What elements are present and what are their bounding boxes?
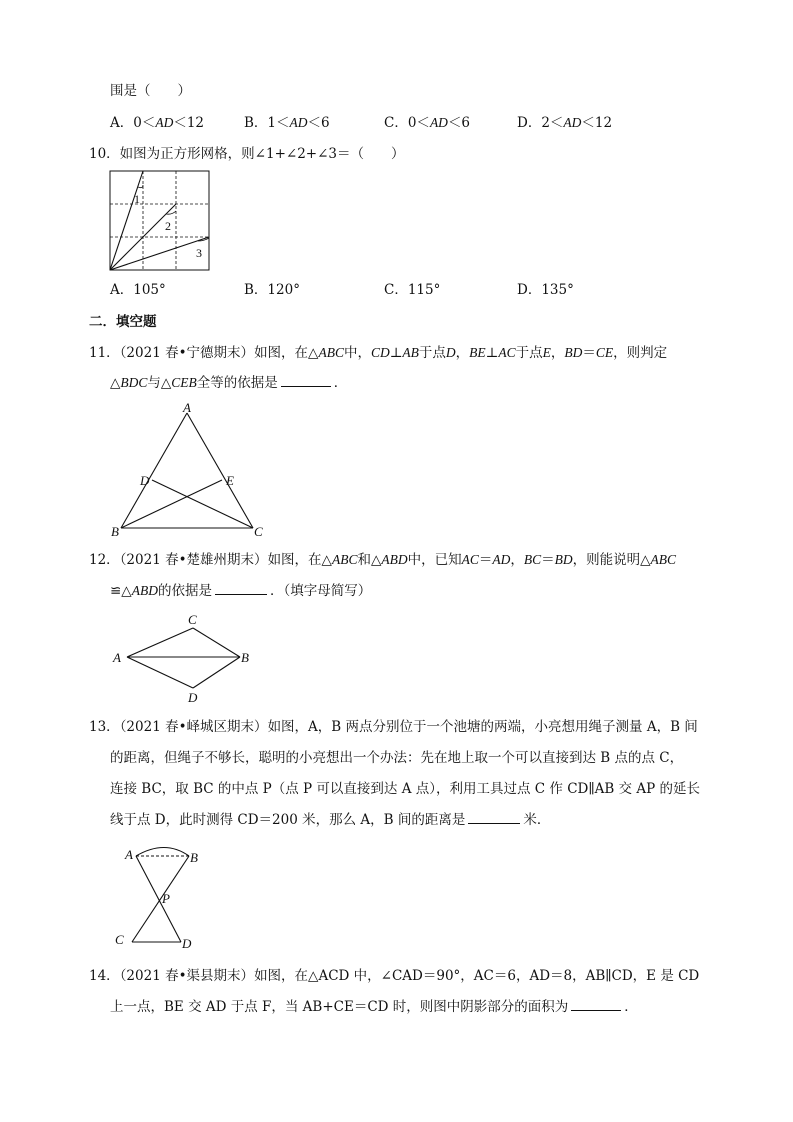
q11-label-c: C — [254, 524, 263, 539]
q10-option-b[interactable]: B．120° — [244, 282, 300, 298]
q10-option-c[interactable]: C．115° — [384, 282, 441, 298]
q11-triangle-figure — [108, 400, 278, 545]
q11-line-2: △BDC与△CEB全等的依据是 ． — [110, 375, 348, 391]
q12-line-1: 12．（2021 春•楚雄州期末）如图，在△ABC和△ABD中，已知AC＝AD，BC＝BD，则能说明△ABC — [89, 552, 677, 568]
q14-answer-blank[interactable] — [571, 998, 621, 1011]
q12-label-c: C — [188, 612, 197, 627]
q12-label-a: A — [113, 650, 121, 665]
q13-line-4: 线于点 D，此时测得 CD＝200 米，那么 A，B 间的距离是 米． — [110, 812, 551, 828]
q12-label-d: D — [188, 690, 198, 705]
q12-line-2: ≌△ABD的依据是 ．（填字母简写） — [110, 583, 372, 599]
q9-option-c[interactable]: C．0＜AD＜6 — [384, 115, 471, 131]
q10-stem: 10．如图为正方形网格，则∠1+∠2+∠3＝（ ） — [89, 146, 405, 162]
q13-label-a: A — [125, 847, 133, 862]
q9-stem-tail: 围是（ ） — [110, 83, 191, 99]
q11-label-e: E — [226, 473, 234, 488]
q9-option-b[interactable]: B．1＜AD＜6 — [244, 115, 330, 131]
q13-pond-figure — [110, 840, 210, 955]
q13-line-3: 连接 BC，取 BC 的中点 P（点 P 可以直接到达 A 点），利用工具过点 C 作 CD∥AB 交 AP 的延长 — [110, 781, 700, 797]
q13-answer-blank[interactable] — [468, 811, 520, 824]
q10-ray-3 — [110, 237, 209, 270]
q11-label-a: A — [183, 400, 191, 415]
q10-option-d[interactable]: D．135° — [517, 282, 574, 298]
q12-kite-figure — [110, 610, 260, 705]
q10-grid-figure — [110, 171, 210, 271]
q13-line-2: 的距离，但绳子不够长，聪明的小亮想出一个办法：先在地上取一个可以直接到达 B 点的点 C， — [110, 750, 684, 766]
q11-answer-blank[interactable] — [281, 374, 331, 387]
q13-label-p: P — [162, 891, 170, 906]
q13-label-c: C — [115, 932, 124, 947]
q11-label-d: D — [140, 473, 150, 488]
section-title-fill-blank: 二．填空题 — [89, 314, 157, 330]
q12-answer-blank[interactable] — [215, 582, 267, 595]
q12-label-b: B — [241, 650, 249, 665]
q11-label-b: B — [111, 524, 119, 539]
q10-label-3: 3 — [196, 246, 202, 260]
q13-label-d: D — [182, 936, 192, 951]
q13-line-1: 13．（2021 春•峄城区期末）如图，A，B 两点分别位于一个池塘的两端，小亮想用绳子测量 A，B 间 — [89, 719, 698, 735]
q9-option-a[interactable]: A．0＜AD＜12 — [110, 115, 205, 131]
q10-option-a[interactable]: A．105° — [110, 282, 166, 298]
q10-ray-1 — [110, 171, 143, 270]
q11-line-1: 11．（2021 春•宁德期末）如图，在△ABC中，CD⊥AB于点D，BE⊥AC于点E，BD＝CE，则判定 — [89, 345, 668, 361]
q10-label-2: 2 — [165, 219, 171, 233]
q14-line-1: 14．（2021 春•渠县期末）如图，在△ACD 中，∠CAD＝90°，AC＝6，AD＝8，AB∥CD，E 是 CD — [89, 968, 700, 984]
q13-label-b: B — [190, 850, 198, 865]
q9-option-d[interactable]: D．2＜AD＜12 — [517, 115, 613, 131]
q10-label-1: 1 — [134, 192, 140, 206]
q14-line-2: 上一点，BE 交 AD 于点 F，当 AB+CE＝CD 时，则图中阴影部分的面积为 ． — [110, 999, 638, 1015]
